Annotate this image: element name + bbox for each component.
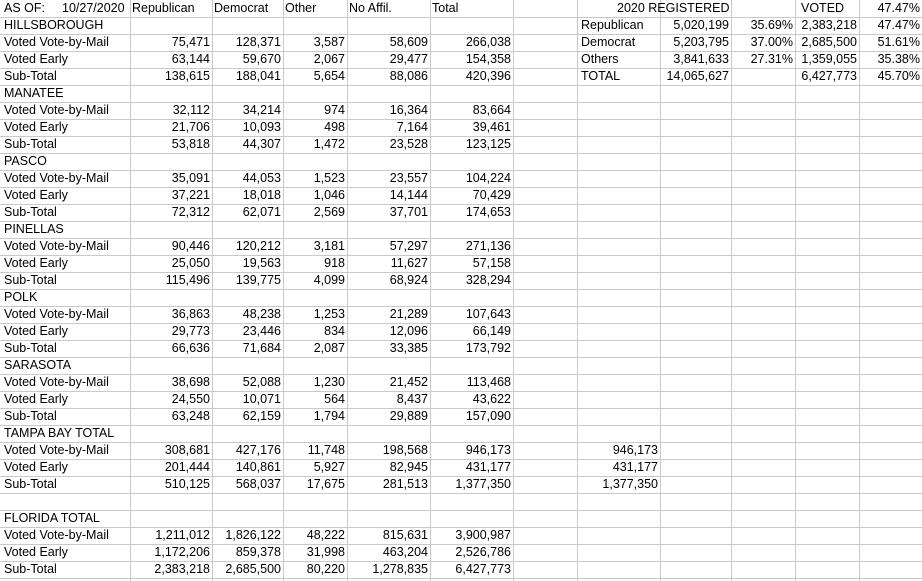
summary-row [0, 51, 922, 68]
no-affil-cell[interactable]: 33,385 [389, 341, 428, 355]
row-label[interactable]: Voted Vote-by-Mail [4, 443, 109, 457]
summary-registered-pct[interactable]: 35.69% [750, 18, 793, 32]
row-label[interactable]: Voted Vote-by-Mail [4, 171, 109, 185]
total-cell[interactable]: 104,224 [465, 171, 511, 185]
summary-registered[interactable]: 3,841,633 [673, 52, 729, 66]
other-cell[interactable]: 3,181 [313, 239, 345, 253]
democrat-cell[interactable]: 568,037 [235, 477, 281, 491]
other-cell[interactable]: 564 [324, 392, 345, 406]
total-cell[interactable]: 157,090 [465, 409, 511, 423]
democrat-cell[interactable]: 1,826,122 [225, 528, 281, 542]
democrat-cell[interactable]: 19,563 [242, 256, 281, 270]
republican-cell[interactable]: 66,636 [171, 341, 210, 355]
summary-voted-pct[interactable]: 51.61% [877, 35, 920, 49]
tampa-total-copy-cell[interactable]: 1,377,350 [602, 477, 658, 491]
total-cell[interactable]: 420,396 [465, 69, 511, 83]
no-affil-cell[interactable]: 16,364 [389, 103, 428, 117]
summary-registered-pct[interactable] [731, 68, 795, 85]
other-cell[interactable]: 1,253 [313, 307, 345, 321]
other-cell[interactable]: 80,220 [306, 562, 345, 576]
summary-voted[interactable]: 1,359,055 [801, 52, 857, 66]
total-cell[interactable]: 3,900,987 [455, 528, 511, 542]
total-cell[interactable]: 123,125 [465, 137, 511, 151]
total-cell[interactable]: 107,643 [465, 307, 511, 321]
other-cell[interactable]: 3,587 [313, 35, 345, 49]
row-label[interactable]: Voted Early [4, 256, 68, 270]
no-affil-cell[interactable]: 1,278,835 [372, 562, 428, 576]
democrat-cell[interactable]: 10,071 [242, 392, 281, 406]
header-no-affil[interactable]: No Affil. [349, 1, 392, 15]
other-cell[interactable]: 2,569 [313, 205, 345, 219]
other-cell[interactable]: 4,099 [313, 273, 345, 287]
county-header-row [0, 425, 922, 442]
header-republican[interactable]: Republican [132, 1, 195, 15]
democrat-cell[interactable]: 59,670 [242, 52, 281, 66]
republican-cell[interactable]: 36,863 [171, 307, 210, 321]
table-row [0, 561, 922, 578]
other-cell[interactable]: 1,794 [313, 409, 345, 423]
table-row [0, 544, 922, 561]
democrat-cell[interactable]: 18,018 [242, 188, 281, 202]
row-label[interactable]: Sub-Total [4, 137, 57, 151]
summary-header-pct[interactable]: 47.47% [877, 1, 920, 15]
democrat-cell[interactable]: 120,212 [235, 239, 281, 253]
row-label[interactable]: Voted Vote-by-Mail [4, 528, 109, 542]
table-row [0, 476, 922, 493]
table-row [0, 255, 922, 272]
democrat-cell[interactable]: 139,775 [235, 273, 281, 287]
table-row [0, 340, 922, 357]
grid-row-line [0, 578, 922, 579]
other-cell[interactable]: 31,998 [306, 545, 345, 559]
row-label[interactable]: Voted Early [4, 460, 68, 474]
total-cell[interactable]: 57,158 [472, 256, 511, 270]
republican-cell[interactable]: 63,144 [171, 52, 210, 66]
republican-cell[interactable]: 75,471 [171, 35, 210, 49]
row-label[interactable]: Voted Early [4, 324, 68, 338]
table-row [0, 119, 922, 136]
democrat-cell[interactable]: 2,685,500 [225, 562, 281, 576]
total-cell[interactable]: 39,461 [472, 120, 511, 134]
republican-cell[interactable]: 138,615 [164, 69, 210, 83]
table-row [0, 527, 922, 544]
other-cell[interactable]: 2,087 [313, 341, 345, 355]
other-cell[interactable]: 2,067 [313, 52, 345, 66]
county-name[interactable]: TAMPA BAY TOTAL [4, 426, 115, 440]
total-cell[interactable]: 154,358 [465, 52, 511, 66]
summary-header-registered[interactable]: 2020 REGISTERED [617, 1, 730, 15]
democrat-cell[interactable]: 62,071 [242, 205, 281, 219]
county-name[interactable]: MANATEE [4, 86, 64, 100]
total-cell[interactable]: 174,653 [465, 205, 511, 219]
row-label[interactable]: Voted Early [4, 392, 68, 406]
republican-cell[interactable]: 29,773 [171, 324, 210, 338]
summary-voted-pct[interactable]: 35.38% [877, 52, 920, 66]
republican-cell[interactable]: 32,112 [172, 103, 210, 117]
democrat-cell[interactable]: 44,307 [242, 137, 281, 151]
row-label[interactable]: Sub-Total [4, 205, 57, 219]
county-name[interactable]: PASCO [4, 154, 47, 168]
summary-voted[interactable]: 2,383,218 [801, 18, 857, 32]
democrat-cell[interactable]: 128,371 [235, 35, 281, 49]
total-cell[interactable]: 2,526,786 [455, 545, 511, 559]
republican-cell[interactable]: 63,248 [171, 409, 210, 423]
republican-cell[interactable]: 38,698 [171, 375, 210, 389]
summary-party[interactable]: Republican [581, 18, 644, 32]
no-affil-cell[interactable]: 23,557 [389, 171, 428, 185]
total-cell[interactable]: 66,149 [472, 324, 511, 338]
row-label[interactable]: Voted Early [4, 545, 68, 559]
county-header-row [0, 357, 922, 374]
table-row [0, 136, 922, 153]
democrat-cell[interactable]: 859,378 [235, 545, 281, 559]
summary-registered[interactable]: 5,203,795 [673, 35, 729, 49]
tampa-total-copy-cell[interactable]: 431,177 [612, 460, 658, 474]
summary-voted-pct[interactable]: 47.47% [877, 18, 920, 32]
header-democrat[interactable]: Democrat [214, 1, 269, 15]
summary-registered-pct[interactable]: 37.00% [750, 35, 793, 49]
summary-party[interactable]: Democrat [581, 35, 636, 49]
row-label[interactable]: Sub-Total [4, 341, 57, 355]
other-cell[interactable]: 1,523 [313, 171, 345, 185]
no-affil-cell[interactable]: 815,631 [382, 528, 428, 542]
row-label[interactable]: Voted Vote-by-Mail [4, 103, 109, 117]
row-label[interactable]: Voted Vote-by-Mail [4, 375, 109, 389]
republican-cell[interactable]: 25,050 [171, 256, 210, 270]
summary-registered[interactable]: 14,065,627 [666, 69, 729, 83]
no-affil-cell[interactable]: 21,289 [389, 307, 428, 321]
summary-header-voted[interactable]: VOTED [801, 1, 845, 15]
total-cell[interactable]: 946,173 [465, 443, 511, 457]
democrat-cell[interactable]: 10,093 [242, 120, 281, 134]
summary-voted[interactable]: 2,685,500 [801, 35, 857, 49]
republican-cell[interactable]: 510,125 [164, 477, 210, 491]
no-affil-cell[interactable]: 88,086 [389, 69, 428, 83]
table-row [0, 170, 922, 187]
other-cell[interactable]: 11,748 [307, 443, 345, 457]
republican-cell[interactable]: 1,172,206 [154, 545, 210, 559]
no-affil-cell[interactable]: 12,096 [389, 324, 428, 338]
county-name[interactable]: SARASOTA [4, 358, 72, 372]
no-affil-cell[interactable]: 23,528 [389, 137, 428, 151]
table-row [0, 323, 922, 340]
county-header-row [0, 221, 922, 238]
democrat-cell[interactable]: 71,684 [242, 341, 281, 355]
no-affil-cell[interactable]: 11,627 [390, 256, 428, 270]
table-row [0, 391, 922, 408]
total-cell[interactable]: 6,427,773 [455, 562, 511, 576]
no-affil-cell[interactable]: 198,568 [382, 443, 428, 457]
total-cell[interactable]: 70,429 [472, 188, 511, 202]
row-label[interactable]: Voted Early [4, 52, 68, 66]
row-label[interactable]: Voted Vote-by-Mail [4, 307, 109, 321]
county-header-row [0, 289, 922, 306]
democrat-cell[interactable]: 62,159 [242, 409, 281, 423]
row-label[interactable]: Voted Vote-by-Mail [4, 239, 109, 253]
no-affil-cell[interactable]: 82,945 [389, 460, 428, 474]
county-name[interactable]: POLK [4, 290, 38, 304]
democrat-cell[interactable]: 48,238 [242, 307, 281, 321]
table-row [0, 306, 922, 323]
other-cell[interactable]: 5,654 [313, 69, 345, 83]
total-cell[interactable]: 173,792 [465, 341, 511, 355]
county-header-row [0, 85, 922, 102]
summary-voted[interactable]: 6,427,773 [801, 69, 857, 83]
table-row [0, 408, 922, 425]
no-affil-cell[interactable]: 21,452 [389, 375, 428, 389]
total-cell[interactable]: 113,468 [466, 375, 511, 389]
summary-party[interactable]: TOTAL [581, 69, 621, 83]
county-name[interactable]: HILLSBOROUGH [4, 18, 104, 32]
republican-cell[interactable]: 201,444 [164, 460, 210, 474]
democrat-cell[interactable]: 34,214 [242, 103, 281, 117]
other-cell[interactable]: 1,230 [313, 375, 345, 389]
row-label[interactable]: Voted Early [4, 120, 68, 134]
as-of-date[interactable]: 10/27/2020 [62, 1, 125, 15]
no-affil-cell[interactable]: 57,297 [389, 239, 428, 253]
total-cell[interactable]: 266,038 [465, 35, 511, 49]
other-cell[interactable]: 17,675 [306, 477, 345, 491]
row-label[interactable]: Voted Early [4, 188, 68, 202]
republican-cell[interactable]: 115,496 [165, 273, 210, 287]
other-cell[interactable]: 5,927 [313, 460, 345, 474]
county-name[interactable]: FLORIDA TOTAL [4, 511, 100, 525]
total-cell[interactable]: 328,294 [465, 273, 511, 287]
republican-cell[interactable]: 24,550 [171, 392, 210, 406]
row-label[interactable]: Sub-Total [4, 477, 57, 491]
table-row [0, 459, 922, 476]
table-row [0, 374, 922, 391]
summary-registered[interactable]: 5,020,199 [673, 18, 729, 32]
republican-cell[interactable]: 1,211,012 [155, 528, 210, 542]
county-header-row [0, 510, 922, 527]
democrat-cell[interactable]: 427,176 [235, 443, 281, 457]
as-of-label[interactable]: AS OF: [4, 1, 45, 15]
democrat-cell[interactable]: 44,053 [242, 171, 281, 185]
header-other[interactable]: Other [285, 1, 317, 15]
county-name[interactable]: PINELLAS [4, 222, 64, 236]
no-affil-cell[interactable]: 58,609 [389, 35, 428, 49]
row-label[interactable]: Voted Vote-by-Mail [4, 35, 109, 49]
republican-cell[interactable]: 35,091 [171, 171, 210, 185]
other-cell[interactable]: 498 [324, 120, 345, 134]
summary-row [0, 68, 922, 85]
no-affil-cell[interactable]: 14,144 [389, 188, 428, 202]
republican-cell[interactable]: 21,706 [171, 120, 210, 134]
democrat-cell[interactable]: 52,088 [242, 375, 281, 389]
grid-row-line [0, 493, 922, 494]
table-row [0, 102, 922, 119]
no-affil-cell[interactable]: 7,164 [396, 120, 428, 134]
county-header-row [0, 153, 922, 170]
row-label[interactable]: Sub-Total [4, 273, 57, 287]
republican-cell[interactable]: 90,446 [171, 239, 210, 253]
republican-cell[interactable]: 308,681 [164, 443, 210, 457]
republican-cell[interactable]: 53,818 [171, 137, 210, 151]
header-row [0, 0, 922, 17]
summary-row [0, 17, 922, 34]
row-label[interactable]: Sub-Total [4, 69, 57, 83]
other-cell[interactable]: 1,046 [313, 188, 345, 202]
total-cell[interactable]: 271,136 [465, 239, 511, 253]
summary-row [0, 34, 922, 51]
democrat-cell[interactable]: 188,041 [235, 69, 281, 83]
no-affil-cell[interactable]: 463,204 [382, 545, 428, 559]
total-cell[interactable]: 1,377,350 [455, 477, 511, 491]
other-cell[interactable]: 1,472 [313, 137, 345, 151]
header-total[interactable]: Total [432, 1, 459, 15]
summary-party[interactable]: Others [581, 52, 619, 66]
other-cell[interactable]: 834 [324, 324, 345, 338]
row-label[interactable]: Sub-Total [4, 409, 57, 423]
no-affil-cell[interactable]: 37,701 [389, 205, 428, 219]
summary-voted-pct[interactable]: 45.70% [877, 69, 920, 83]
other-cell[interactable]: 48,222 [306, 528, 345, 542]
no-affil-cell[interactable]: 68,924 [389, 273, 428, 287]
republican-cell[interactable]: 72,312 [171, 205, 210, 219]
other-cell[interactable]: 974 [324, 103, 345, 117]
republican-cell[interactable]: 2,383,218 [154, 562, 210, 576]
table-row [0, 204, 922, 221]
table-row [0, 238, 922, 255]
table-row [0, 272, 922, 289]
total-cell[interactable]: 83,664 [472, 103, 511, 117]
democrat-cell[interactable]: 140,861 [235, 460, 281, 474]
tampa-total-copy-cell[interactable]: 946,173 [612, 443, 658, 457]
no-affil-cell[interactable]: 29,889 [389, 409, 428, 423]
other-cell[interactable]: 918 [324, 256, 345, 270]
table-row [0, 187, 922, 204]
table-row [0, 442, 922, 459]
summary-registered-pct[interactable]: 27.31% [750, 52, 793, 66]
total-cell[interactable]: 431,177 [465, 460, 511, 474]
row-label[interactable]: Sub-Total [4, 562, 57, 576]
total-cell[interactable]: 43,622 [472, 392, 511, 406]
no-affil-cell[interactable]: 29,477 [389, 52, 428, 66]
no-affil-cell[interactable]: 281,513 [382, 477, 428, 491]
no-affil-cell[interactable]: 8,437 [396, 392, 428, 406]
republican-cell[interactable]: 37,221 [171, 188, 210, 202]
democrat-cell[interactable]: 23,446 [242, 324, 281, 338]
